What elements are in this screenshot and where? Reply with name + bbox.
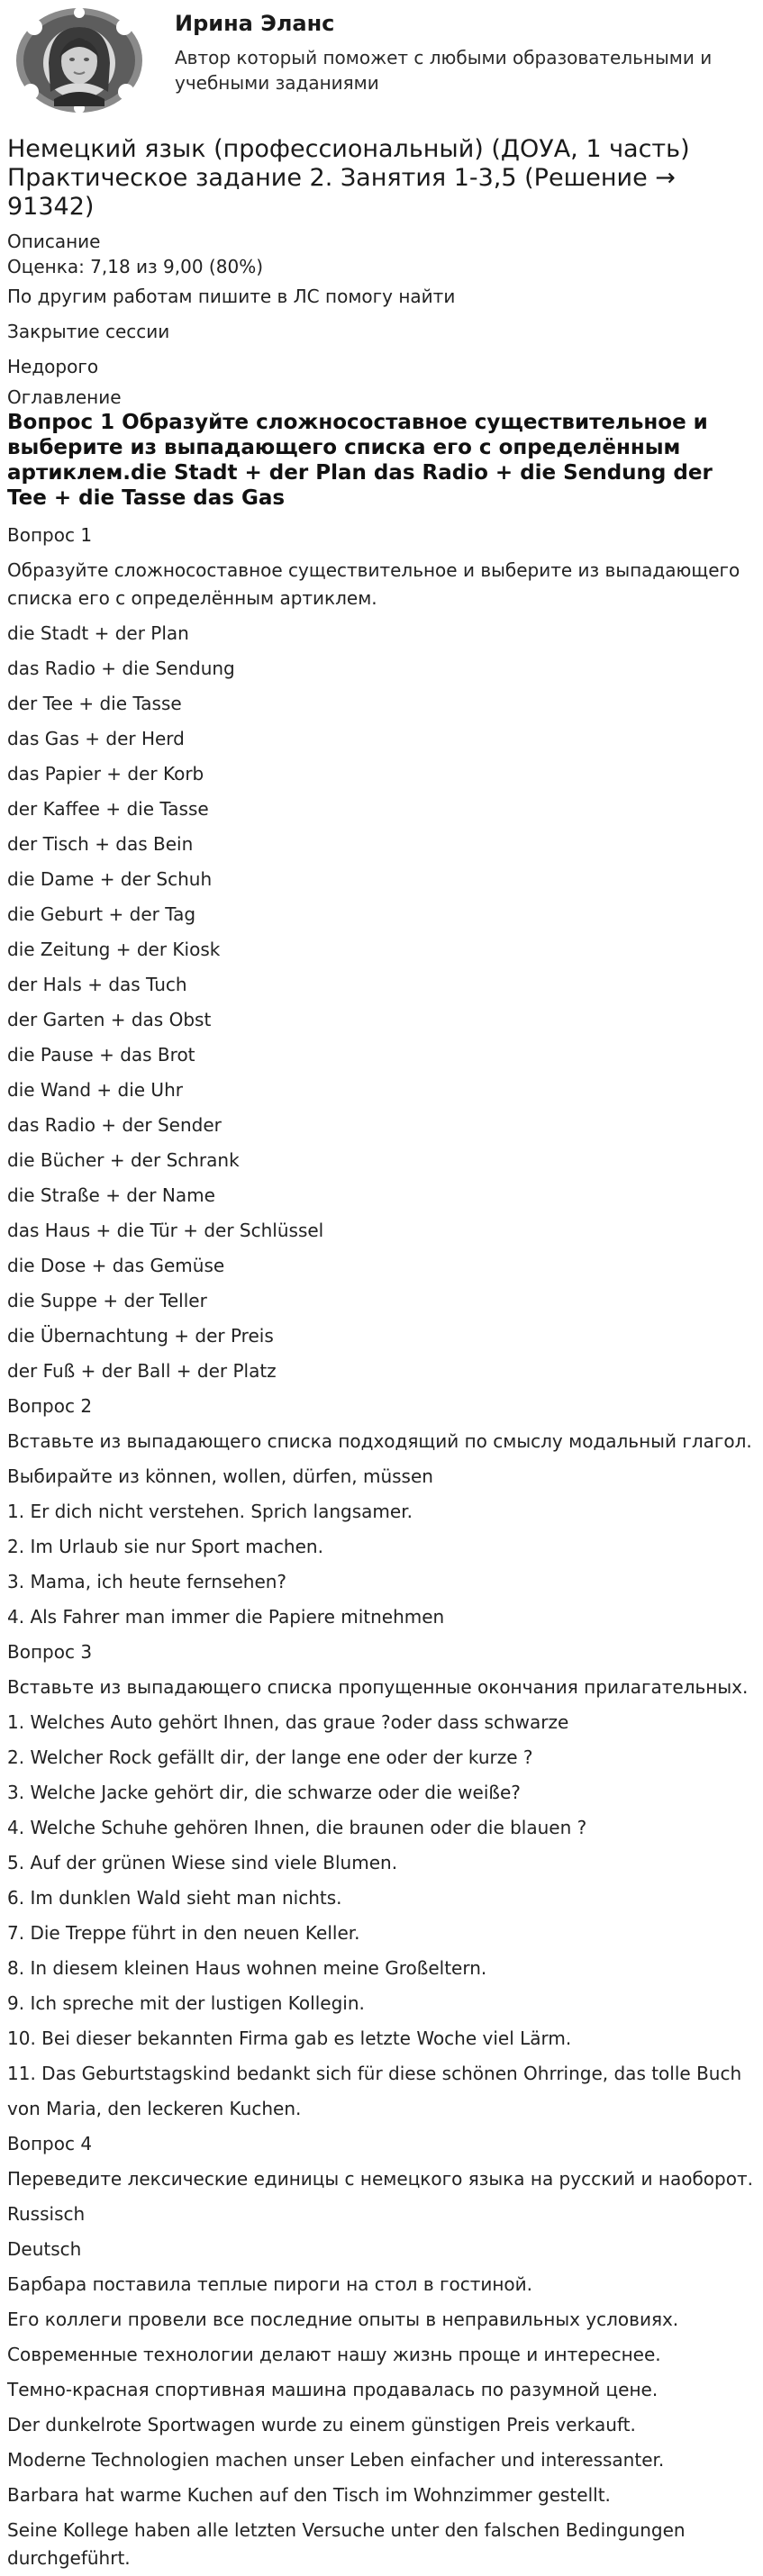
- list-item: 4. Als Fahrer man immer die Papiere mitnehmen: [7, 1606, 445, 1628]
- question-3-items: [7, 1705, 756, 2127]
- question-4-items: [7, 2267, 756, 2513]
- list-item: Barbara hat warme Kuchen auf den Tisch im Wohnzimmer gestellt.: [7, 2484, 611, 2506]
- list-item: das Radio + die Sendung: [7, 658, 235, 679]
- list-item: das Papier + der Korb: [7, 763, 204, 785]
- question-instruction: Вставьте из выпадающего списка пропущенные окончания прилагательных.: [7, 1676, 749, 1698]
- description-label: Описание: [7, 231, 101, 252]
- question-label: Вопрос 3: [7, 1641, 93, 1663]
- author-block: [7, 0, 756, 128]
- list-item: 8. In diesem kleinen Haus wohnen meine Großeltern.: [7, 1957, 487, 1979]
- question-label: Вопрос 1: [7, 524, 93, 546]
- list-item: der Tee + die Tasse: [7, 693, 182, 714]
- list-item: 3. Welche Jacke gehört dir, die schwarze oder die weiße?: [7, 1782, 521, 1803]
- list-item: Современные технологии делают нашу жизнь проще и интереснее.: [7, 2344, 661, 2365]
- list-item: 9. Ich spreche mit der lustigen Kollegin.: [7, 1992, 365, 2014]
- list-item: das Haus + die Tür + der Schlüssel: [7, 1220, 324, 1241]
- grade-text: Оценка: 7,18 из 9,00 (80%): [7, 256, 263, 277]
- list-item: die Übernachtung + der Preis: [7, 1325, 274, 1347]
- question-label: Вопрос 2: [7, 1395, 93, 1417]
- list-item: Барбара поставила теплые пироги на стол в гостиной.: [7, 2273, 533, 2295]
- question-1-heading: Вопрос 1 Образуйте сложносоставное существительное и выберите из выпадающего списка его с определённым артиклем.die Stadt + der Plan das Radio + die Sendung der Tee + die Tasse das Gas: [7, 411, 713, 510]
- question-label: Вопрос 4: [7, 2133, 93, 2154]
- author-description: Автор который поможет с любыми образовательными и учебными заданиями: [175, 47, 713, 94]
- list-item: 7. Die Treppe führt in den neuen Keller.: [7, 1922, 360, 1944]
- question-hint: Выбирайте из können, wollen, dürfen, müssen: [7, 1465, 433, 1487]
- list-item: 2. Welcher Rock gefällt dir, der lange ene oder der kurze ?: [7, 1746, 533, 1768]
- list-item: der Kaffee + die Tasse: [7, 798, 209, 820]
- author-name[interactable]: Ирина Эланс: [175, 11, 335, 36]
- list-item: die Bücher + der Schrank: [7, 1149, 240, 1171]
- question-2-items: [7, 1494, 756, 1635]
- list-item: die Wand + die Uhr: [7, 1079, 183, 1101]
- note-text: Закрытие сессии: [7, 321, 170, 342]
- question-instruction: Переведите лексические единицы с немецкого языка на русский и наоборот.: [7, 2168, 753, 2190]
- list-item: 1. Er dich nicht verstehen. Sprich langsamer.: [7, 1501, 413, 1522]
- list-item: 5. Auf der grünen Wiese sind viele Blumen.: [7, 1852, 398, 1873]
- list-item: 4. Welche Schuhe gehören Ihnen, die braunen oder die blauen ?: [7, 1817, 587, 1838]
- note-text: Недорого: [7, 356, 99, 377]
- list-item: der Garten + das Obst: [7, 1009, 212, 1030]
- list-item: die Straße + der Name: [7, 1184, 215, 1206]
- list-item: 10. Bei dieser bekannten Firma gab es letzte Woche viel Lärm.: [7, 2027, 572, 2049]
- list-item: 2. Im Urlaub sie nur Sport machen.: [7, 1536, 323, 1557]
- list-item: das Gas + der Herd: [7, 728, 185, 749]
- note-text: По другим работам пишите в ЛС помогу найти: [7, 286, 456, 307]
- list-item: die Pause + das Brot: [7, 1044, 195, 1066]
- list-item: 3. Mama, ich heute fernsehen?: [7, 1571, 287, 1592]
- list-item: von Maria, den leckeren Kuchen.: [7, 2098, 302, 2119]
- list-item: der Fuß + der Ball + der Platz: [7, 1360, 277, 1382]
- list-item: Moderne Technologien machen unser Leben einfacher und interessanter.: [7, 2449, 665, 2471]
- list-item: die Dame + der Schuh: [7, 868, 213, 890]
- list-item: die Dose + das Gemüse: [7, 1255, 225, 1276]
- list-item: der Tisch + das Bein: [7, 833, 194, 855]
- list-item: die Stadt + der Plan: [7, 622, 189, 644]
- list-item: Der dunkelrote Sportwagen wurde zu einem günstigen Preis verkauft.: [7, 2414, 636, 2435]
- list-item: der Hals + das Tuch: [7, 974, 187, 995]
- toc-label: Оглавление: [7, 386, 122, 408]
- column-header-russian: Russisch: [7, 2203, 86, 2225]
- list-item: die Suppe + der Teller: [7, 1290, 207, 1311]
- list-item: Seine Kollege haben alle letzten Versuche unter den falschen Bedingungen durchgeführt.: [7, 2519, 686, 2569]
- question-instruction: Вставьте из выпадающего списка подходящий по смыслу модальный глагол.: [7, 1430, 752, 1452]
- list-item: 11. Das Geburtstagskind bedankt sich für diese schönen Ohrringe, das tolle Buch: [7, 2063, 742, 2084]
- list-item: Его коллеги провели все последние опыты в неправильных условиях.: [7, 2308, 679, 2330]
- question-instruction: Образуйте сложносоставное существительное и выберите из выпадающего списка его с определённым артиклем.: [7, 559, 740, 609]
- column-header-german: Deutsch: [7, 2238, 82, 2260]
- page-title: Немецкий язык (профессиональный) (ДОУА, 1 часть) Практическое задание 2. Занятия 1-3,5 (Решение → 91342): [7, 135, 690, 221]
- question-1-items: [7, 616, 756, 1389]
- list-item: die Geburt + der Tag: [7, 903, 196, 925]
- list-item: 6. Im dunklen Wald sieht man nichts.: [7, 1887, 342, 1909]
- list-item: die Zeitung + der Kiosk: [7, 939, 221, 960]
- list-item: Темно-красная спортивная машина продавалась по разумной цене.: [7, 2379, 659, 2400]
- list-item: 1. Welches Auto gehört Ihnen, das graue ?oder dass schwarze: [7, 1711, 569, 1733]
- author-avatar[interactable]: [14, 5, 144, 115]
- list-item: das Radio + der Sender: [7, 1114, 222, 1136]
